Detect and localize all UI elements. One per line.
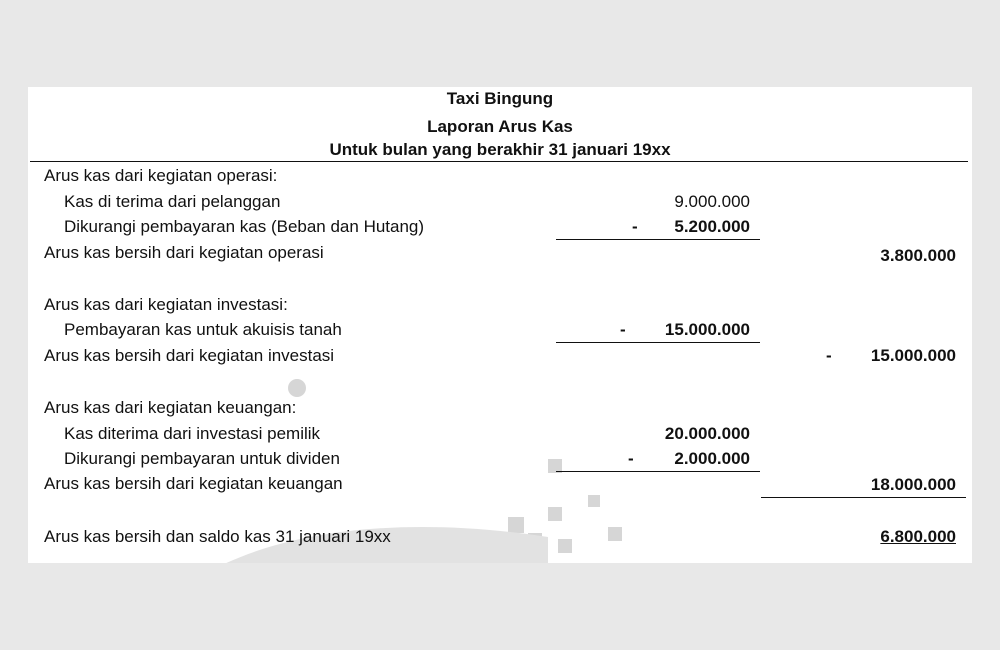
total-label: Arus kas bersih dan saldo kas 31 januari 19xx	[44, 527, 391, 546]
investing-heading: Arus kas dari kegiatan investasi:	[44, 295, 288, 314]
investing-net-label: Arus kas bersih dari kegiatan investasi	[44, 346, 335, 365]
watermark-square	[558, 539, 572, 553]
financing-row2-value: 2.000.000	[674, 449, 750, 468]
financing-total-rule	[761, 497, 966, 498]
watermark-square	[588, 495, 600, 507]
operating-heading: Arus kas dari kegiatan operasi:	[44, 166, 278, 185]
report-page	[28, 87, 972, 563]
investing-subtotal-rule	[556, 342, 760, 343]
watermark-square	[548, 507, 562, 521]
operating-row1-value: 9.000.000	[674, 192, 750, 211]
financing-row1-label: Kas diterima dari investasi pemilik	[64, 424, 321, 443]
operating-row2-value: 5.200.000	[674, 217, 750, 236]
financing-subtotal-rule	[556, 471, 760, 472]
financing-row1-value: 20.000.000	[664, 424, 750, 443]
investing-row1-sign: -	[620, 320, 626, 339]
watermark-square	[608, 527, 622, 541]
financing-heading: Arus kas dari kegiatan keuangan:	[44, 398, 297, 417]
report-period: Untuk bulan yang berakhir 31 januari 19xx	[329, 140, 671, 159]
investing-row1-label: Pembayaran kas untuk akuisis tanah	[64, 320, 342, 339]
financing-net-label: Arus kas bersih dari kegiatan keuangan	[44, 474, 343, 493]
financing-row2-label: Dikurangi pembayaran untuk dividen	[64, 449, 340, 468]
operating-net-value: 3.800.000	[880, 246, 956, 265]
investing-net-value: 15.000.000	[870, 346, 956, 365]
financing-net-value: 18.000.000	[870, 475, 956, 494]
investing-row1-value: 15.000.000	[664, 320, 750, 339]
company-name: Taxi Bingung	[446, 89, 554, 108]
operating-row2-label: Dikurangi pembayaran kas (Beban dan Hutang)	[64, 217, 425, 236]
operating-row1-label: Kas di terima dari pelanggan	[64, 192, 281, 211]
operating-row2-sign: -	[632, 217, 638, 236]
operating-subtotal-rule	[556, 239, 760, 240]
investing-net-sign: -	[826, 346, 832, 365]
financing-row2-sign: -	[628, 449, 634, 468]
total-value: 6.800.000	[880, 527, 956, 546]
header-rule	[30, 161, 968, 162]
operating-net-label: Arus kas bersih dari kegiatan operasi	[44, 243, 324, 262]
report-title: Laporan Arus Kas	[427, 117, 573, 136]
watermark-dot	[288, 379, 306, 397]
